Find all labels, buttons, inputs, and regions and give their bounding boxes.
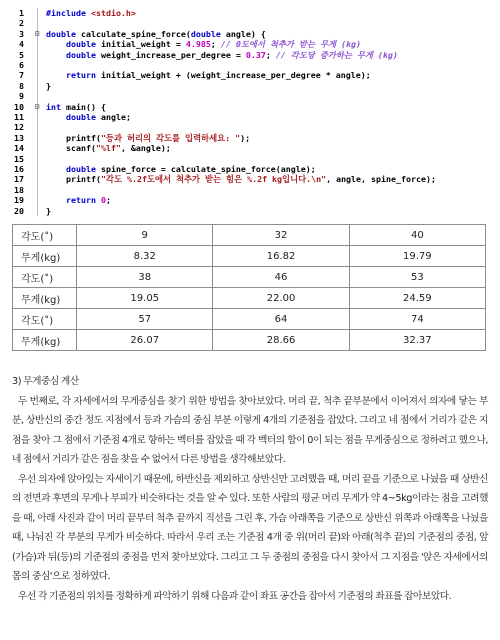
line-number: 15: [14, 153, 24, 164]
table-row: [13, 288, 486, 309]
table-cell: 9: [77, 225, 213, 246]
code-text: double angle;: [65, 112, 131, 122]
code-text: printf("등과 허리의 각도를 입력하세요: ");: [46, 132, 251, 143]
line-number: 10: [14, 101, 24, 112]
code-text: return 0;: [65, 195, 111, 206]
row-label: 각도(˚): [13, 267, 77, 288]
line-number: 5: [19, 49, 24, 60]
gutter-divider: [37, 8, 38, 216]
table-cell: 46: [213, 267, 349, 288]
code-text: #include <stdio.h>: [46, 8, 136, 18]
table-cell: 32: [213, 225, 349, 246]
line-number: 9: [19, 91, 24, 102]
code-editor: [10, 8, 496, 216]
line-number: 19: [14, 195, 24, 206]
line-number: 11: [14, 112, 24, 122]
line-number: 18: [14, 184, 24, 195]
line-number: 20: [14, 205, 24, 216]
paragraph: 우선 각 기준점의 위치를 정확하게 파악하기 위해 다음과 같이 좌표 공간을 잡아서 기준점의 좌표를 잡아보았다.: [18, 590, 452, 602]
table-cell: 22.00: [213, 288, 349, 309]
table-cell: 32.37: [349, 330, 485, 351]
row-label: 무게(kg): [13, 330, 77, 351]
code-text: printf("각도 %.2f도에서 척추가 받는 힘은 %.2f kg입니다.\n", angle, spine_force);: [46, 174, 436, 185]
code-text: return initial_weight + (weight_increase_per_degree * angle);: [65, 70, 371, 81]
table-row: [13, 225, 486, 246]
table-row: [13, 309, 486, 330]
fold-toggle-icon[interactable]: ⊟: [34, 28, 40, 38]
line-number: 14: [14, 143, 24, 154]
table-row: [13, 330, 486, 351]
table-cell: 38: [77, 267, 213, 288]
table-cell: 16.82: [213, 246, 349, 267]
table-row: [13, 267, 486, 288]
table-cell: 26.07: [77, 330, 213, 351]
paragraph: 우선 의자에 앉아있는 자세이기 때문에, 하반신을 제외하고 상반신만 고려했을 때, 머리 끝을 기준으로 나눴을 때 상반신의 전면과 후면의 무게나 부피가 비슷하다는 것을 알 수 있다. 또한 사람의 평균 머리 무게가 약 4~5kg이라는 점을 고려했을 때, 아래 사진과 같이 머리 끝부터 척추 끝까지 직선을 그린 후, 가슴 아래쪽을 기준으로 상반신 위쪽과 아래쪽을 나눴을 때, 나눠진 각 부분의 무게가 비슷하다. 따라서 우리 조는 기준점 4개 중 위(머리 끝)와 아래(척추 끝)의 기준점의 중점, 앞(가슴)과 뒤(등)의 기준점의 중점을 먼저 찾아보았다. 그리고 그 두 중점의 중점을 다시 찾아서 그 지점을 '앉은 자세에서의 몸의 중심'으로 정하였다.: [12, 473, 488, 582]
line-number: 3: [19, 28, 24, 39]
table-row: [13, 246, 486, 267]
line-number: 1: [19, 8, 24, 18]
angle-weight-table: [12, 224, 486, 351]
code-text: double calculate_spine_force(double angle) {: [46, 28, 266, 39]
table-cell: 19.79: [349, 246, 485, 267]
paragraph: 두 번째로, 각 자세에서의 무게중심을 찾기 위한 방법을 찾아보았다. 머리 끝, 척추 끝부분에서 이어져서 의자에 닿는 부분, 상반신의 중간 정도 지점에서 등과 가슴의 중심 부분 이렇게 4개의 기준점을 잡았다. 그리고 네 점에서 거리가 같은 지점을 찾아 그 점에서 기준점 4개로 향하는 벡터를 잡았을 때 각 벡터의 합이 0이 되는 점을 무게중심으로 정하려고 했으나, 네 점에서 거리가 같은 점을 찾을 수 없어서 다른 방법을 생각해보았다.: [12, 395, 488, 465]
line-number: 6: [19, 60, 24, 70]
code-text: double weight_increase_per_degree = 0.37; // 각도당 증가하는 무게 (kg): [65, 49, 398, 60]
section-heading: 3) 무게중심 계산: [12, 376, 79, 387]
row-label: 각도(˚): [13, 225, 77, 246]
code-text: scanf("%lf", &angle);: [46, 143, 171, 154]
line-number: 8: [19, 80, 24, 91]
line-number: 2: [19, 18, 24, 29]
line-number: 4: [19, 39, 24, 50]
row-label: 무게(kg): [13, 246, 77, 267]
line-number: 7: [19, 70, 24, 81]
paragraphs: [12, 392, 488, 607]
line-number: 13: [14, 132, 24, 143]
table-cell: 53: [349, 267, 485, 288]
code-text: double spine_force = calculate_spine_force(angle);: [65, 164, 316, 174]
table-cell: 28.66: [213, 330, 349, 351]
row-label: 무게(kg): [13, 288, 77, 309]
code-text: }: [46, 80, 51, 91]
fold-toggle-icon[interactable]: ⊟: [34, 101, 40, 111]
row-label: 각도(˚): [13, 309, 77, 330]
table-cell: 40: [349, 225, 485, 246]
table-cell: 19.05: [77, 288, 213, 309]
code-text: double initial_weight = 4.985; // 0도에서 척추가 받는 무게 (kg): [65, 39, 361, 50]
table-cell: 64: [213, 309, 349, 330]
code-text: int main() {: [46, 101, 106, 112]
table-cell: 8.32: [77, 246, 213, 267]
table-cell: 74: [349, 309, 485, 330]
section-body: [12, 372, 488, 606]
line-number: 16: [14, 164, 24, 174]
table-cell: 24.59: [349, 288, 485, 309]
table-cell: 57: [77, 309, 213, 330]
line-number: 12: [14, 122, 24, 133]
line-number: 17: [14, 174, 24, 185]
code-text: }: [46, 205, 51, 216]
